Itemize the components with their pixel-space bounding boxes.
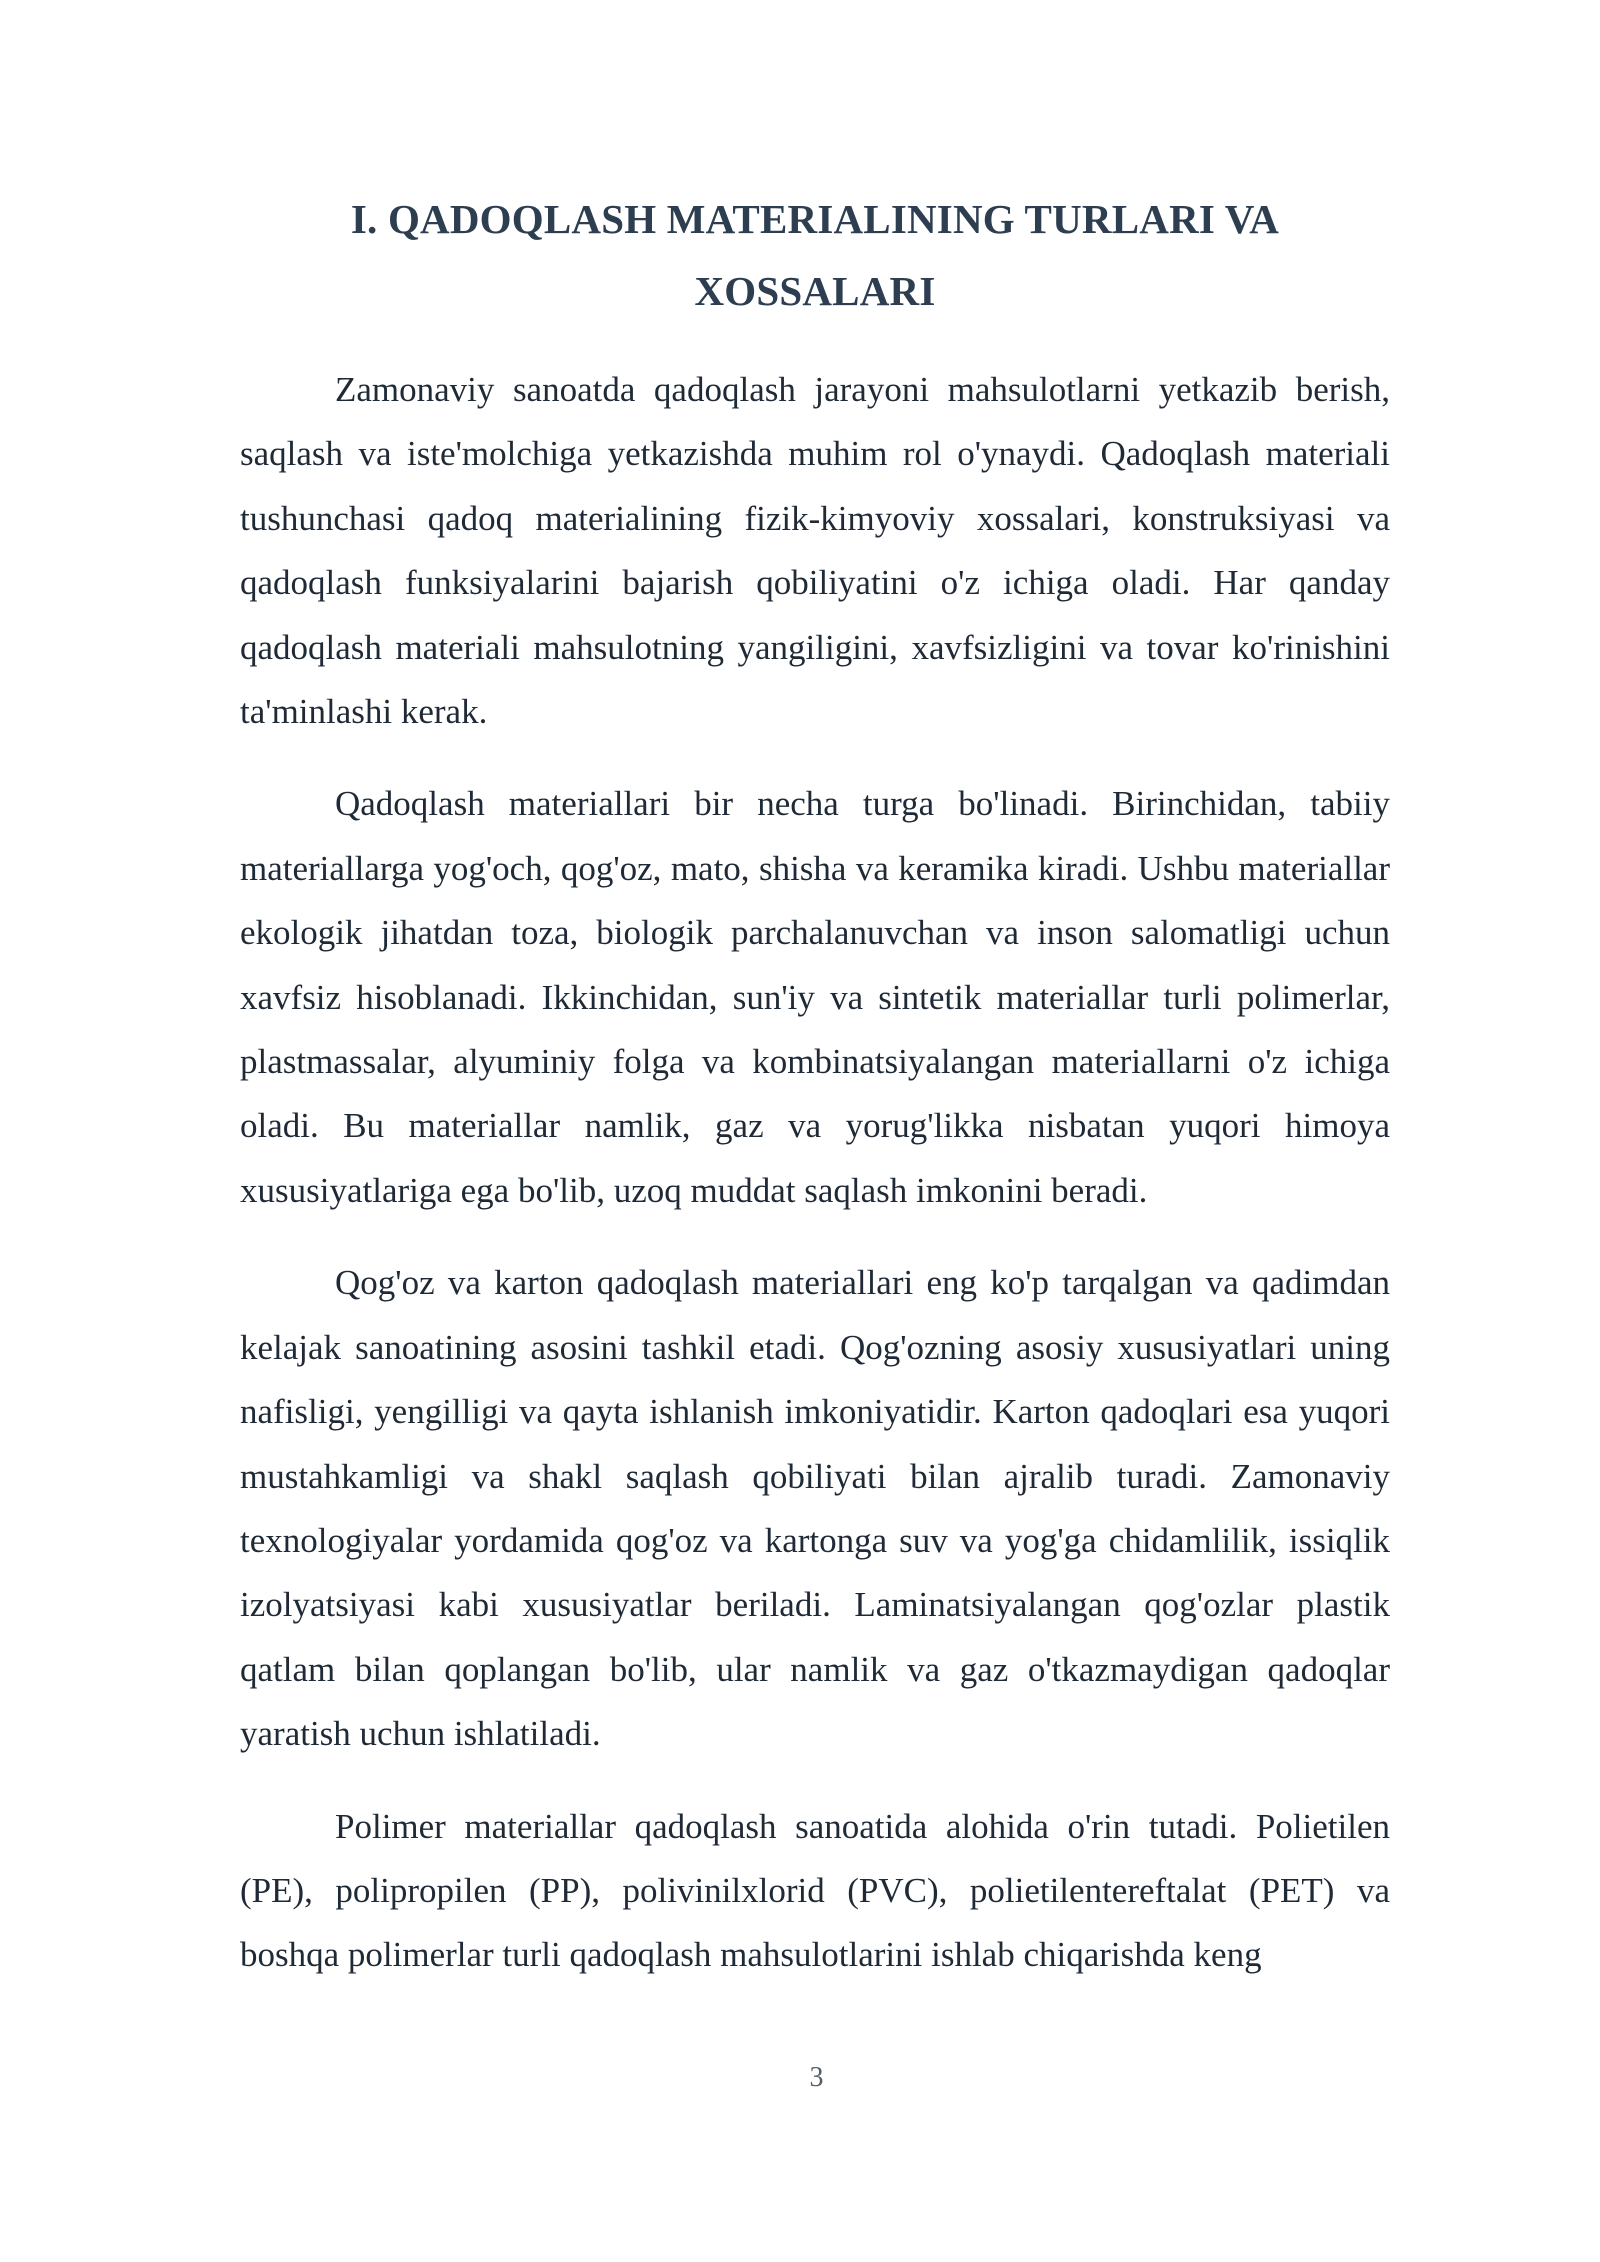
chapter-title bbox=[240, 183, 1390, 327]
body-text bbox=[240, 358, 1390, 2016]
chapter-title-line-1: I. QADOQLASH MATERIALINING TURLARI VA bbox=[350, 196, 1280, 242]
paragraph-3: Qog'oz va karton qadoqlash materiallari eng ko'p tarqalgan va qadimdan kelajak sanoatining asosini tashkil etadi. Qog'ozning asosiy xususiyatlari uning nafisligi, yengilligi va qayta ishlanish imkoniyatidir. Karton qadoqlari esa yuqori mustahkamligi va shakl saqlash qobiliyati bilan ajralib turadi. Zamonaviy texnologiyalar yordamida qog'oz va kartonga suv va yog'ga chidamlilik, issiqlik izolyatsiyasi kabi xususiyatlar beriladi. Laminatsiyalangan qog'ozlar plastik qatlam bilan qoplangan bo'lib, ular namlik va gaz o'tkazmaydigan qadoqlar yaratish uchun ishlatiladi. bbox=[240, 1263, 1390, 1754]
paragraph-1: Zamonaviy sanoatda qadoqlash jarayoni mahsulotlarni yetkazib berish, saqlash va iste'molchiga yetkazishda muhim rol o'ynaydi. Qadoqlash materiali tushunchasi qadoq materialining fizik-kimyoviy xossalari, konstruksiyasi va qadoqlash funksiyalarini bajarish qobiliyatini o'z ichiga oladi. Har qanday qadoqlash materiali mahsulotning yangiligini, xavfsizligini va tovar ko'rinishini ta'minlashi kerak. bbox=[240, 370, 1390, 732]
paragraph-2: Qadoqlash materiallari bir necha turga bo'linadi. Birinchidan, tabiiy materiallarga yog'och, qog'oz, mato, shisha va keramika kiradi. Ushbu materiallar ekologik jihatdan toza, biologik parchalanuvchan va inson salomatligi uchun xavfsiz hisoblanadi. Ikkinchidan, sun'iy va sintetik materiallar turli polimerlar, plastmassalar, alyuminiy folga va kombinatsiyalangan materiallarni o'z ichiga oladi. Bu materiallar namlik, gaz va yorug'likka nisbatan yuqori himoya xususiyatlariga ega bo'lib, uzoq muddat saqlash imkonini beradi. bbox=[240, 784, 1390, 1210]
paragraph-4: Polimer materiallar qadoqlash sanoatida alohida o'rin tutadi. Polietilen (PE), polipropilen (PP), polivinilxlorid (PVC), polietilentereftalat (PET) va boshqa polimerlar turli qadoqlash mahsulotlarini ishlab chiqarishda keng bbox=[240, 1806, 1390, 1975]
chapter-title-line-2: XOSSALARI bbox=[694, 268, 936, 314]
page-number: 3 bbox=[809, 2062, 824, 2093]
